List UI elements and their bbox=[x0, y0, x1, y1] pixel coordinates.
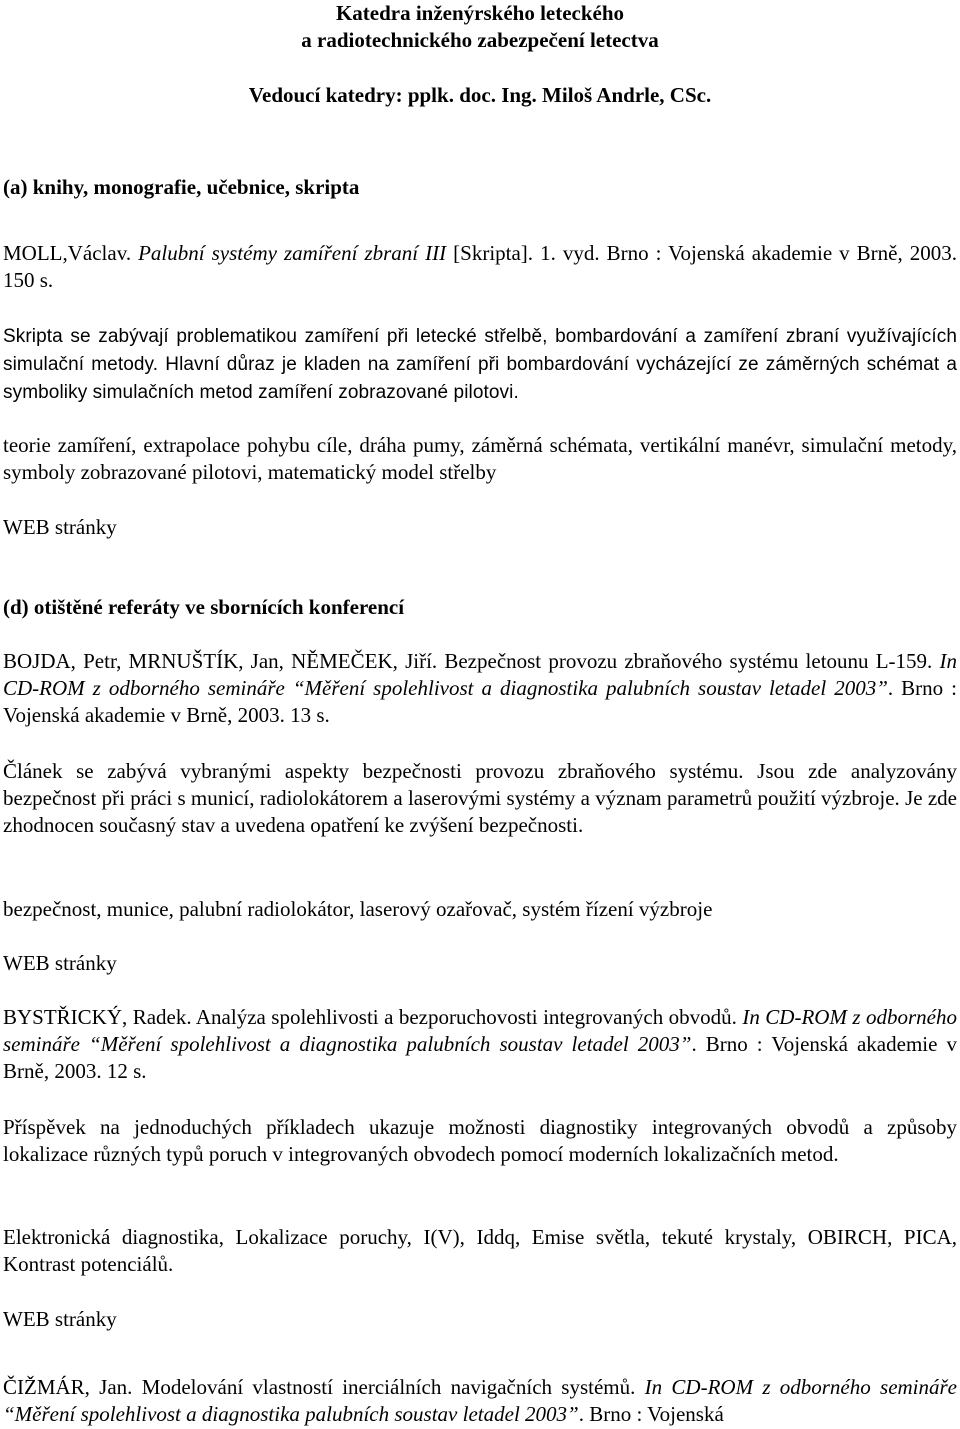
citation-plain: BYSTŘICKÝ, Radek. Analýza spolehlivosti a bezporuchovosti integrovaných obvodů. bbox=[3, 1005, 743, 1029]
department-title-line2: a radiotechnického zabezpečení letectva bbox=[301, 28, 659, 52]
citation-publication: [Skripta]. 1. vyd. Brno : Vojenská akademie v Brně, 2003. 150 s. bbox=[3, 241, 958, 292]
citation-plain: ČIŽMÁR, Jan. Modelování vlastností inerciálních navigačních systémů. bbox=[3, 1375, 645, 1399]
entry-bystricky-keywords: Elektronická diagnostika, Lokalizace poruchy, I(V), Iddq, Emise světla, tekuté krystaly, OBIRCH, PICA, Kontrast potenciálů. bbox=[3, 1225, 957, 1276]
section-a-heading: (a) knihy, monografie, učebnice, skripta bbox=[3, 175, 360, 199]
citation-italic: In CD-ROM z odborného semináře “Měření spolehlivost a diagnostika palubních soustav letadel 2003” bbox=[3, 1005, 957, 1056]
citation-end: . Brno : Vojenská bbox=[578, 1402, 724, 1426]
citation-author: MOLL,Václav. bbox=[3, 241, 139, 265]
citation-title: Palubní systémy zamíření zbraní III bbox=[138, 241, 447, 265]
department-title bbox=[3, 0, 957, 54]
entry-moll-citation bbox=[3, 240, 957, 294]
entry-bojda-citation bbox=[3, 648, 957, 729]
citation-italic: In CD-ROM z odborného semináře “Měření spolehlivost a diagnostika palubních soustav letadel 2003” bbox=[3, 649, 957, 700]
web-link[interactable]: WEB stránky bbox=[3, 1307, 117, 1331]
entry-bystricky-abstract: Příspěvek na jednoduchých příkladech ukazuje možnosti diagnostiky integrovaných obvodů a způsoby lokalizace různých typů poruch v integrovaných obvodech pomocí moderních lokalizačních metod. bbox=[3, 1115, 957, 1166]
citation-end: . Brno : Vojenská akademie v Brně, 2003. 13 s. bbox=[3, 676, 957, 727]
entry-moll-abstract bbox=[3, 322, 957, 406]
citation-end: . Brno : Vojenská akademie v Brně, 2003. 12 s. bbox=[3, 1032, 958, 1083]
section-d-heading: (d) otištěné referáty ve sbornících konferencí bbox=[3, 595, 405, 619]
abstract-part-1: Skripta se zabývají problematikou zamíření při letecké střelbě, bombardování a zamíření zbraní využívajících simulační metody. bbox=[3, 326, 957, 375]
entry-moll-keywords: teorie zamíření, extrapolace pohybu cíle, dráha pumy, záměrná schémata, vertikální manévr, simulační metody, symboly zobrazované pilotovi, matematický model střelby bbox=[3, 433, 957, 484]
web-link[interactable]: WEB stránky bbox=[3, 515, 117, 539]
web-link[interactable]: WEB stránky bbox=[3, 951, 117, 975]
department-title-line1: Katedra inženýrského leteckého bbox=[335, 1, 625, 25]
citation-plain: BOJDA, Petr, MRNUŠTÍK, Jan, NĚMEČEK, Jiří. Bezpečnost provozu zbraňového systému letounu L-159. bbox=[3, 649, 940, 673]
citation-italic: In CD-ROM z odborného semináře “Měření spolehlivost a diagnostika palubních soustav letadel 2003” bbox=[3, 1375, 958, 1426]
entry-bojda-keywords: bezpečnost, munice, palubní radiolokátor, laserový ozařovač, systém řízení výzbroje bbox=[3, 897, 713, 921]
entry-bojda-abstract: Článek se zabývá vybranými aspekty bezpečnosti provozu zbraňového systému. Jsou zde analyzovány bezpečnost při práci s municí, radiolokátorem a laserovými systémy a význam parametrů použití výzbroje. Je zde zhodnocen současný stav a uvedena opatření ke zvýšení bezpečnosti. bbox=[3, 759, 957, 837]
department-head: Vedoucí katedry: pplk. doc. Ing. Miloš Andrle, CSc. bbox=[248, 83, 712, 107]
entry-cizmar-citation bbox=[3, 1374, 957, 1428]
abstract-part-2: Hlavní důraz je kladen na zamíření při bombardování vycházející ze záměrných schémat a symboliky simulačních metod zamíření zobrazované pilotovi. bbox=[3, 354, 957, 403]
entry-bystricky-citation bbox=[3, 1004, 957, 1085]
